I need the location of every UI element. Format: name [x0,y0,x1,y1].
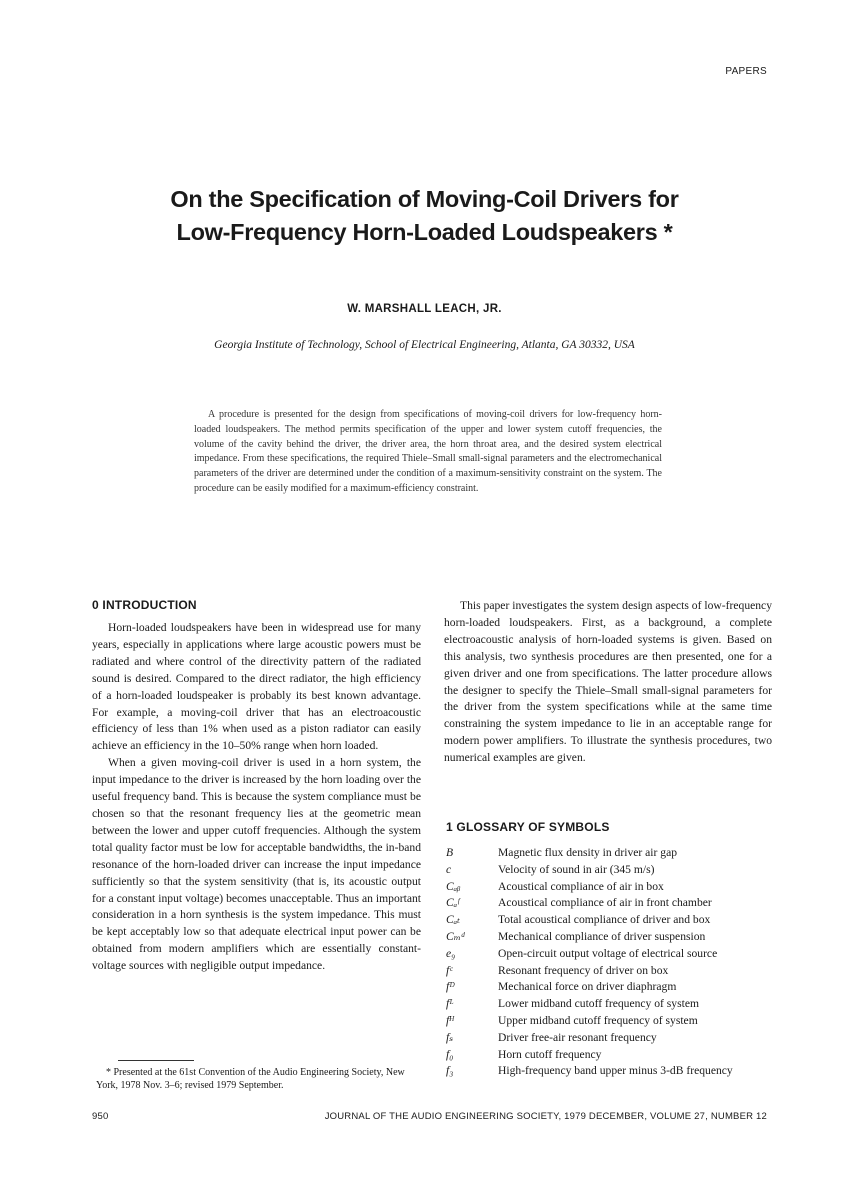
glossary-description: Horn cutoff frequency [498,1047,602,1061]
footnote-divider [118,1060,194,1061]
glossary-description: Velocity of sound in air (345 m/s) [498,862,655,876]
glossary-description: Lower midband cutoff frequency of system [498,997,700,1011]
glossary-description: Mechanical force on driver diaphragm [498,980,677,994]
title-line-2: Low-Frequency Horn-Loaded Loudspeakers * [176,219,673,245]
glossary-description: Open-circuit output voltage of electrical source [498,946,718,960]
glossary-symbol: Cₐᵦ [446,879,461,893]
glossary-symbol: f₀ [446,1047,454,1061]
title-line-1: On the Specification of Moving-Coil Drivers for [170,186,679,212]
glossary-row [446,1030,772,1047]
glossary-list [446,845,772,1080]
glossary-row [446,963,772,980]
glossary-description: Total acoustical compliance of driver and box [498,913,711,927]
glossary-description: Driver free-air resonant frequency [498,1030,657,1044]
footnote: * Presented at the 61st Convention of the Audio Engineering Society, New York, 1978 Nov. 3–6; revised 1979 September. [96,1067,405,1091]
intro-paragraph-1: Horn-loaded loudspeakers have been in widespread use for many years, especially in applications where large acoustic powers must be radiated and where control of the directivity pattern of the radiated sound is desired. Compared to the direct radiator, the high efficiency of a horn-loaded loudspeaker is probably its best known advantage. For example, a moving-coil driver that has an electroacoustic efficiency of less than 1% when used as a piston radiator can easily achieve an efficiency in the 10–50% range when horn loaded. [92,621,421,753]
glossary-row [446,996,772,1013]
glossary-row [446,946,772,963]
glossary-symbol: c [446,862,452,876]
glossary-symbol: Cₐₜ [446,913,460,927]
glossary-row [446,845,772,862]
glossary-symbol: f₃ [446,1064,454,1078]
glossary-symbol: fᴴ [446,1013,454,1027]
glossary-description: Mechanical compliance of driver suspension [498,929,706,943]
glossary-row [446,1063,772,1080]
glossary-symbol: B [446,846,454,859]
left-column [92,620,421,975]
glossary-symbol: fᶜ [446,963,453,977]
glossary-description: Upper midband cutoff frequency of system [498,1013,698,1027]
glossary-description: Acoustical compliance of air in box [498,879,664,893]
glossary-heading: 1 GLOSSARY OF SYMBOLS [446,820,610,834]
paper-title [0,183,849,249]
affiliation: Georgia Institute of Technology, School of Electrical Engineering, Atlanta, GA 30332, USA [214,339,635,351]
intro-heading: 0 INTRODUCTION [92,598,197,612]
intro-paragraph-3: This paper investigates the system design aspects of low-frequency horn-loaded loudspeakers. First, as a background, a complete electroacoustic analysis of horn-loaded systems is given. Based on this analysis, two synthesis procedures are then presented, one for a given driver and one from specifications. The latter procedure allows the designer to specify the Thiele–Small small-signal parameters for the driver from the system specifications while at the same time constraining the system impedance to lie in an acceptable range for modern power amplifiers. To illustrate the synthesis procedures, two numerical examples are given. [444,599,772,765]
glossary-row [446,879,772,896]
author: W. MARSHALL LEACH, JR. [347,303,502,315]
glossary-symbol: fᴰ [446,980,455,994]
glossary-row [446,1047,772,1064]
glossary-description: Resonant frequency of driver on box [498,963,669,977]
glossary-description: Acoustical compliance of air in front chamber [498,896,712,910]
glossary-description: Magnetic flux density in driver air gap [498,846,678,859]
glossary-row [446,862,772,879]
glossary-row [446,895,772,912]
intro-paragraph-2: When a given moving-coil driver is used in a horn system, the input impedance to the driver is increased by the horn loading over the useful frequency band. This is because the system compliance must be chosen so that the resonant frequency lies at the geometric mean between the lower and upper cutoff frequencies. Although the system total quality factor must be low for acceptable bandwidths, the in-band resonance of the horn-loaded driver can increase the input impedance sufficiently so that the system sensitivity (that is, its acoustic output for a constant input voltage) becomes unacceptable. Thus an important consideration in a horn synthesis is the system impedance. This must be kept acceptably low so that adequate electrical input power can be obtained from modern amplifiers which are essentially constant-voltage sources with negligible output impedance. [92,756,421,973]
right-column [444,598,772,767]
glossary-symbol: e₉ [446,946,456,960]
glossary-row [446,979,772,996]
glossary-description: High-frequency band upper minus 3-dB frequency [498,1064,733,1078]
journal-footer: JOURNAL OF THE AUDIO ENGINEERING SOCIETY, 1979 DECEMBER, VOLUME 27, NUMBER 12 [324,1111,767,1122]
glossary-row [446,912,772,929]
abstract: A procedure is presented for the design from specifications of moving-coil drivers for low-frequency horn-loaded loudspeakers. The method permits specification of the upper and lower system cutoff frequencies, the volume of the cavity behind the driver, the driver area, the horn throat area, and the desired system electrical impedance. From these specifications, the required Thiele–Small small-signal parameters and the electromechanical parameters of the driver are determined under the condition of a maximum-sensitivity constraint on the system. The procedure can be easily modified for a maximum-efficiency constraint. [194,409,662,494]
page-number: 950 [92,1111,109,1122]
glossary-symbol: fᴸ [446,997,454,1011]
glossary-symbol: Cₘᵈ [446,929,465,943]
glossary-symbol: fₛ [446,1030,454,1044]
running-head: PAPERS [725,66,767,77]
glossary-row [446,929,772,946]
glossary-symbol: Cₐᶠ [446,896,460,910]
glossary-row [446,1013,772,1030]
